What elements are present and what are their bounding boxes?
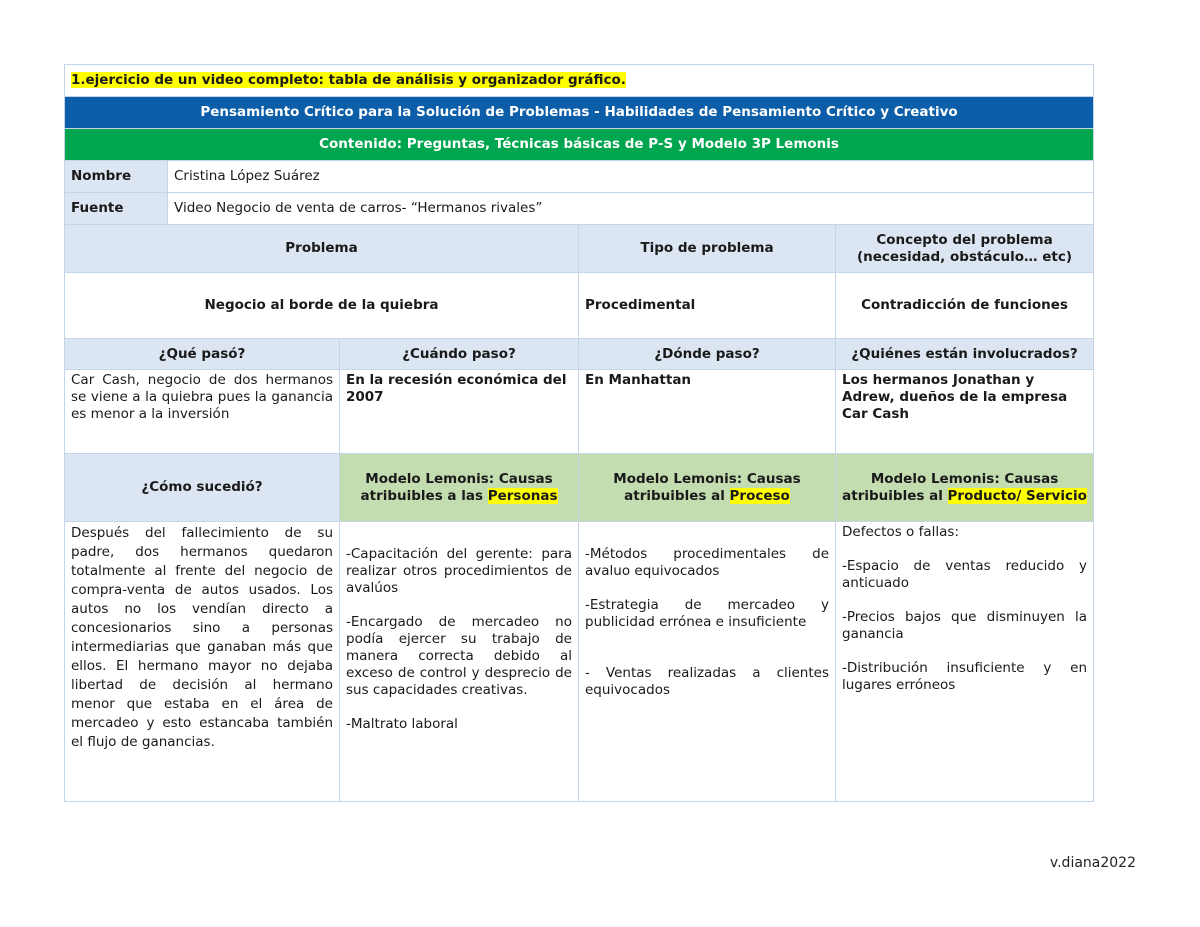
course-banner: Pensamiento Crítico para la Solución de Problemas - Habilidades de Pensamiento Crítico y Creativo [65, 97, 1094, 129]
concepto-header-line1: Concepto del problema [876, 231, 1053, 248]
question-answer-row [65, 370, 1094, 454]
course-banner-row [65, 97, 1094, 129]
personas-header [340, 454, 579, 522]
quienes-answer: Los hermanos Jonathan y Adrew, dueños de la empresa Car Cash [836, 370, 1094, 454]
producto-item: -Distribución insuficiente y en lugares erróneos [842, 660, 1088, 693]
como-header: ¿Cómo sucedió? [65, 454, 340, 522]
producto-header-prefix: Modelo Lemonis: Causas atribuibles al [842, 470, 1059, 504]
nombre-row [65, 161, 1094, 193]
problem-header-row [65, 225, 1094, 273]
producto-item: Defectos o fallas: [842, 524, 959, 540]
nombre-value: Cristina López Suárez [168, 161, 1094, 193]
content-banner: Contenido: Preguntas, Técnicas básicas de P-S y Modelo 3P Lemonis [65, 129, 1094, 161]
cuando-answer: En la recesión económica del 2007 [340, 370, 579, 454]
cuando-header: ¿Cuándo paso? [340, 339, 579, 370]
que-header: ¿Qué pasó? [65, 339, 340, 370]
personas-content [340, 522, 579, 802]
fuente-row [65, 193, 1094, 225]
footer-version: v.diana2022 [1049, 855, 1136, 871]
quienes-header: ¿Quiénes están involucrados? [836, 339, 1094, 370]
personas-item: -Maltrato laboral [346, 716, 458, 732]
fuente-label: Fuente [65, 193, 168, 225]
donde-header: ¿Dónde paso? [579, 339, 836, 370]
personas-item: -Encargado de mercadeo no podía ejercer su trabajo de manera correcta debido al exceso de control y desprecio de sus capacidades creativas. [346, 614, 572, 698]
nombre-label: Nombre [65, 161, 168, 193]
content-banner-row [65, 129, 1094, 161]
producto-highlight: Producto/ Servicio [947, 487, 1087, 504]
proceso-item: -Métodos procedimentales de avaluo equivocados [585, 546, 829, 579]
proceso-highlight: Proceso [729, 487, 790, 504]
problema-value: Negocio al borde de la quiebra [65, 273, 579, 339]
proceso-header [579, 454, 836, 522]
concepto-header-line2: (necesidad, obstáculo… etc) [856, 248, 1073, 265]
como-content: Después del fallecimiento de su padre, dos hermanos quedaron totalmente al frente del negocio de compra-venta de autos usados. Los autos no los vendían directo a concesionarios sino a personas intermediarias que ganaban más que ellos. El hermano mayor no dejaba libertad de decisión al hermano menor que estaba en el área de mercadeo y esto estancaba también el flujo de ganancias. [65, 522, 340, 802]
producto-content [836, 522, 1094, 802]
lemonis-header-row [65, 454, 1094, 522]
tipo-value: Procedimental [579, 273, 836, 339]
title-row [65, 65, 1094, 97]
concepto-value: Contradicción de funciones [836, 273, 1094, 339]
question-header-row [65, 339, 1094, 370]
title-cell [65, 65, 1094, 97]
fuente-value: Video Negocio de venta de carros- “Hermanos rivales” [168, 193, 1094, 225]
producto-header [836, 454, 1094, 522]
proceso-content [579, 522, 836, 802]
lemonis-content-row [65, 522, 1094, 802]
producto-item: -Espacio de ventas reducido y anticuado [842, 558, 1088, 591]
proceso-item: -Estrategia de mercadeo y publicidad errónea e insuficiente [585, 597, 829, 630]
problema-header: Problema [65, 225, 579, 273]
personas-header-prefix: Modelo Lemonis: Causas atribuibles a las [360, 470, 553, 504]
que-answer: Car Cash, negocio de dos hermanos se viene a la quiebra pues la ganancia es menor a la inversión [65, 370, 340, 454]
donde-answer: En Manhattan [579, 370, 836, 454]
proceso-header-prefix: Modelo Lemonis: Causas atribuibles al [613, 470, 801, 504]
concepto-header [836, 225, 1094, 273]
exercise-title: 1.ejercicio de un video completo: tabla de análisis y organizador gráfico. [71, 72, 626, 88]
personas-highlight: Personas [487, 487, 558, 504]
proceso-item: - Ventas realizadas a clientes equivocados [585, 665, 829, 698]
personas-item: -Capacitación del gerente: para realizar otros procedimientos de avalúos [346, 546, 572, 596]
analysis-table [64, 64, 1094, 802]
producto-item: -Precios bajos que disminuyen la ganancia [842, 609, 1088, 642]
tipo-header: Tipo de problema [579, 225, 836, 273]
problem-value-row [65, 273, 1094, 339]
